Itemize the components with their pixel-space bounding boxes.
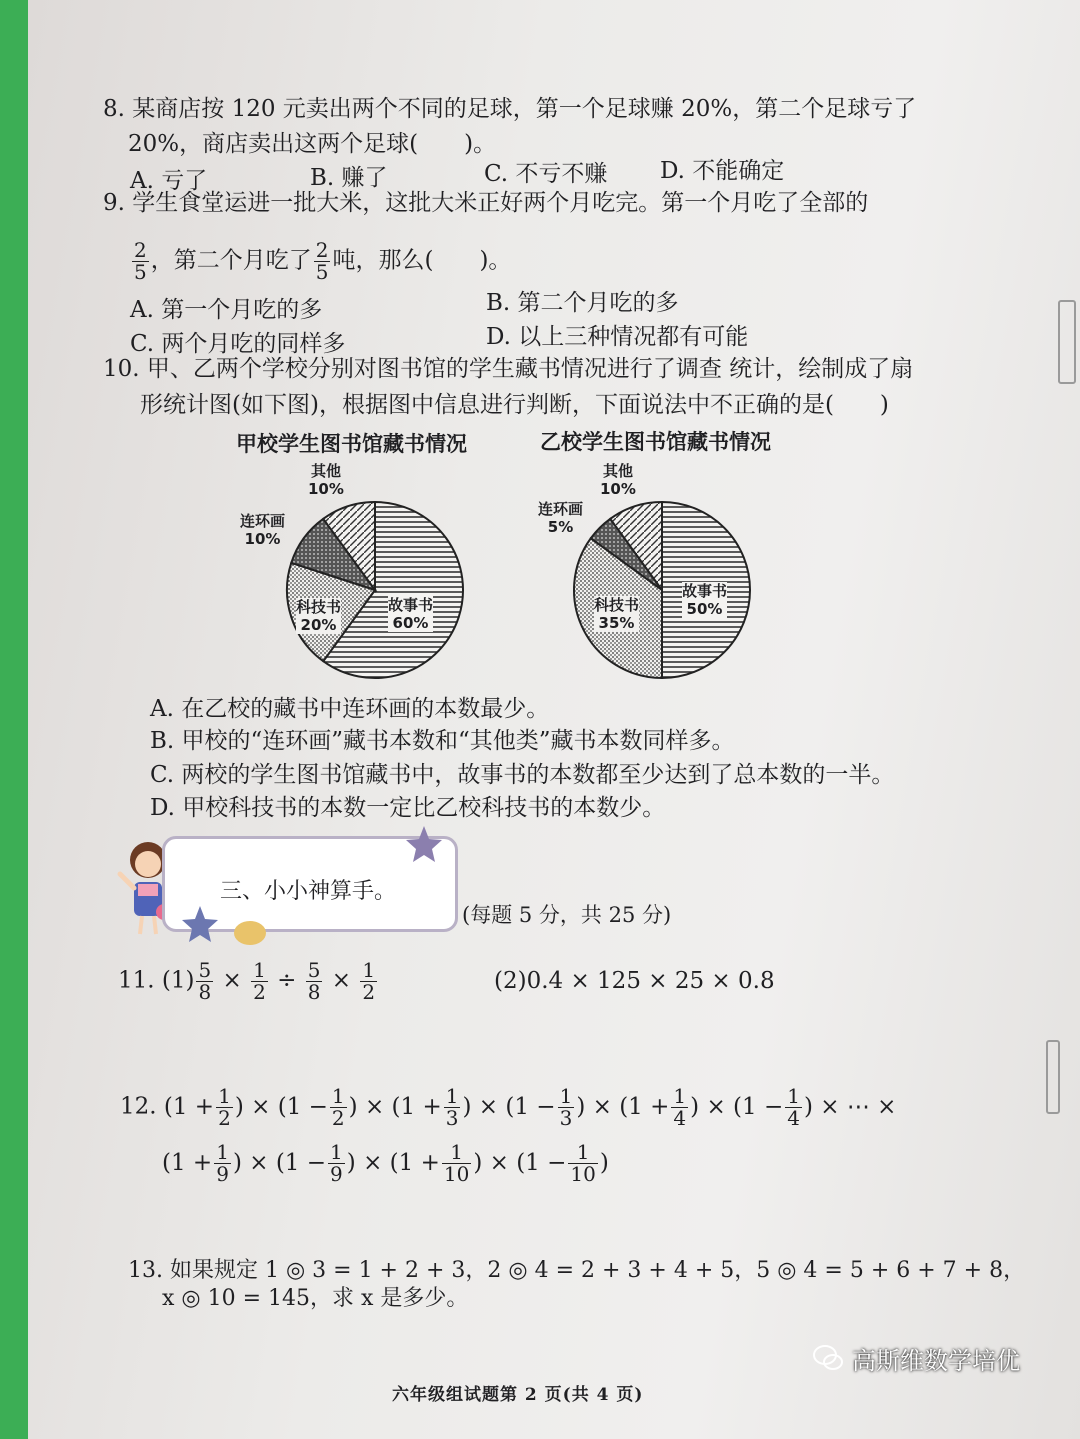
q12-line2	[162, 1142, 609, 1185]
fraction: $\frac{2}{5}$	[134, 238, 147, 284]
q8-option-a: A. 亏了	[130, 168, 208, 194]
q9-option-b: B. 第二个月吃的多	[486, 290, 679, 316]
product-term: (1 − $\frac{1}{10}$ )	[516, 1140, 609, 1186]
q9-option-c: C. 两个月吃的同样多	[130, 331, 346, 357]
product-term: (1 + $\frac{1}{2}$ ) ×	[163, 1084, 271, 1130]
q10-option-a: A. 在乙校的藏书中连环画的本数最少。	[150, 696, 550, 722]
q10-line1: 10. 甲、乙两个学校分别对图书馆的学生藏书情况进行了调查 统计，绘制成了扇	[103, 356, 914, 382]
pie-jia	[287, 502, 463, 678]
fraction: $\frac{1}{9}$	[330, 1140, 343, 1186]
q8-line2: 20%，商店卖出这两个足球( )。	[128, 131, 497, 157]
label-yi-other: 其他 10%	[600, 462, 636, 498]
q8-option-d: D. 不能确定	[660, 158, 785, 184]
q10-line2: 形统计图(如下图)，根据图中信息进行判断，下面说法中不正确的是( )	[140, 392, 889, 418]
label-yi-comic: 连环画 5%	[538, 500, 584, 536]
fraction: $\frac{1}{4}$	[673, 1084, 687, 1130]
product-term: (1 + $\frac{1}{9}$ ) ×	[162, 1140, 269, 1186]
q11-part2: (2)0.4 × 125 × 25 × 0.8	[494, 968, 775, 994]
label-yi-science: 科技书 35%	[594, 596, 640, 632]
label-jia-story: 故事书 60%	[388, 596, 434, 632]
product-term: (1 − $\frac{1}{2}$ ) ×	[277, 1084, 385, 1130]
product-term: (1 + $\frac{1}{4}$ ) ×	[619, 1084, 726, 1130]
q9-option-a: A. 第一个月吃的多	[130, 297, 323, 323]
fraction: $\frac{1}{2}$	[253, 958, 266, 1004]
section-title: 三、小小神算手。	[220, 879, 397, 904]
fraction: $\frac{1}{10}$	[570, 1140, 596, 1186]
q9-line1: 9. 学生食堂运进一批大米，这批大米正好两个月吃完。第一个月吃了全部的	[103, 190, 869, 216]
q13-line1: 13. 如果规定 1 ◎ 3 = 1 + 2 + 3，2 ◎ 4 = 2 + 3 + 4 + 5，5 ◎ 4 = 5 + 6 + 7 + 8，	[128, 1258, 1026, 1283]
wechat-icon	[812, 1343, 844, 1373]
fraction: $\frac{2}{5}$	[315, 238, 329, 284]
q11-part1: 11. (1) $\frac{5}{8}$ × $\frac{1}{2}$ ÷ $\frac{5}{8}$ × $\frac{1}{2}$	[118, 958, 376, 1004]
q8-line1: 8. 某商店按 120 元卖出两个不同的足球，第一个足球赚 20%，第二个足球亏了	[103, 96, 917, 122]
fraction: $\frac{1}{4}$	[787, 1084, 800, 1130]
q10-option-b: B. 甲校的“连环画”藏书本数和“其他类”藏书本数同样多。	[150, 728, 735, 754]
fraction: $\frac{1}{2}$	[362, 958, 376, 1004]
fraction: $\frac{1}{2}$	[218, 1084, 231, 1130]
product-term: (1 + $\frac{1}{10}$ ) ×	[389, 1140, 509, 1186]
product-term: (1 + $\frac{1}{3}$ ) ×	[391, 1084, 499, 1130]
q9-option-d: D. 以上三种情况都有可能	[486, 324, 749, 350]
q12-line1: 12. (1 + $\frac{1}{2}$ ) × (1 − $\frac{1}{2}$ ) × (1 + $\frac{1}{3}$ ) × (1 − $\frac{1}{3}$ ) × (1 + $\frac{1}{4}$ ) × (1 − $\frac{1}{4}$ ) × ⋯ ×	[120, 1084, 897, 1130]
chart-title-yi: 乙校学生图书馆藏书情况	[540, 430, 771, 454]
product-term: (1 − $\frac{1}{9}$ ) ×	[275, 1140, 383, 1186]
sun-icon	[232, 918, 268, 948]
q10-option-d: D. 甲校科技书的本数一定比乙校科技书的本数少。	[150, 795, 666, 821]
fraction: $\frac{1}{3}$	[559, 1084, 573, 1130]
product-term: (1 − $\frac{1}{4}$ ) × ⋯ ×	[733, 1084, 897, 1130]
watermark: 高斯维数学培优	[812, 1338, 1062, 1378]
fraction: $\frac{1}{10}$	[443, 1140, 470, 1186]
star-icon	[180, 904, 220, 944]
fraction: $\frac{1}{3}$	[445, 1084, 459, 1130]
fraction: $\frac{5}{8}$	[307, 958, 321, 1004]
label-jia-other: 其他 10%	[308, 462, 344, 498]
label-yi-story: 故事书 50%	[682, 582, 728, 618]
q8-option-c: C. 不亏不赚	[484, 161, 608, 187]
q10-option-c: C. 两校的学生图书馆藏书中，故事书的本数都至少达到了总本数的一半。	[150, 762, 895, 788]
product-term: (1 − $\frac{1}{3}$ ) ×	[505, 1084, 612, 1130]
star-icon	[404, 824, 444, 864]
q8-option-b: B. 赚了	[310, 165, 388, 191]
q9-line2: $\frac{2}{5}$ ，第二个月吃了 $\frac{2}{5}$ 吨，那么( )。	[134, 238, 512, 284]
label-jia-science: 科技书 20%	[296, 598, 342, 634]
label-jia-comic: 连环画 10%	[240, 512, 286, 548]
section-points: (每题 5 分，共 25 分)	[462, 903, 672, 927]
chart-title-jia: 甲校学生图书馆藏书情况	[236, 432, 467, 456]
page-footer: 六年级组试题第 2 页(共 4 页)	[392, 1385, 644, 1405]
q13-line2: x ◎ 10 = 145，求 x 是多少。	[162, 1286, 469, 1311]
fraction: $\frac{5}{8}$	[198, 958, 212, 1004]
fraction: $\frac{1}{2}$	[331, 1084, 345, 1130]
fraction: $\frac{1}{9}$	[216, 1140, 229, 1186]
